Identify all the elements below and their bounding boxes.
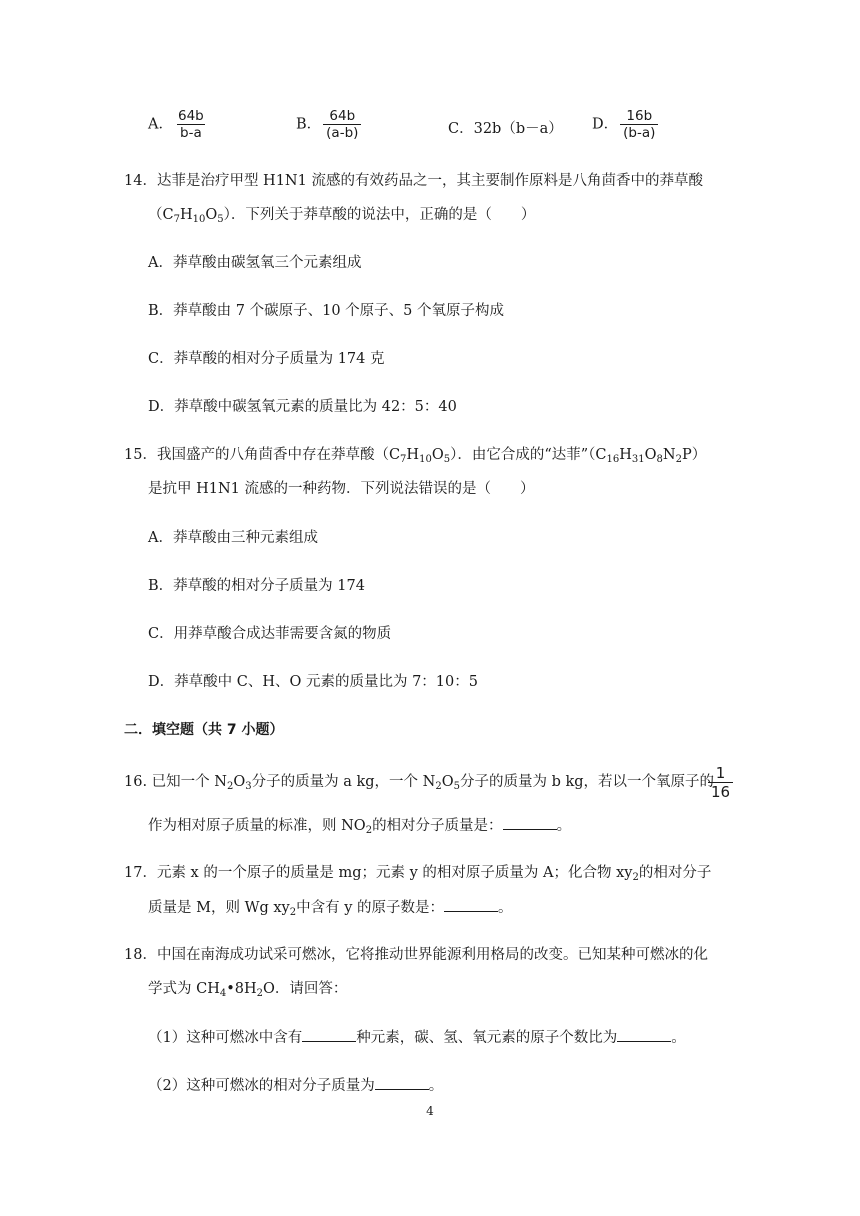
q13-option-d: D． $\frac{16b}{(b-a)}$	[592, 108, 658, 141]
q17-stem-line1: 17．元素 x 的一个原子的质量是 mg；元素 y 的相对原子质量为 A；化合物 $xy_2$的相对分子	[124, 865, 712, 883]
q13-option-c: C．32b（b－a）	[448, 121, 563, 137]
q14-option-c: C．莽草酸的相对分子质量为 174 克	[148, 351, 385, 367]
q15-stem-line1: 15．我国盛产的八角茴香中存在莽草酸$(C_7H_{10}O_5)$．由它合成的“达菲$”(C_{16}H_{31}O_8N_2P)$	[124, 447, 707, 465]
q13-option-a: A． $\frac{64b}{b-a}$	[148, 108, 207, 141]
answer-blank[interactable]	[444, 897, 498, 912]
q14-stem-line2: $(C_7H_{10}O_5)$．下列关于莽草酸的说法中，正确的是（ ）	[148, 207, 536, 225]
answer-blank[interactable]	[617, 1027, 671, 1042]
section-heading: 二．填空题（共 7 小题）	[124, 722, 284, 738]
q15-option-d: D．莽草酸中 C、H、O 元素的质量比为 7：10：5	[148, 674, 478, 690]
q14-stem-line1: 14．达菲是治疗甲型 H1N1 流感的有效药品之一，其主要制作原料是八角茴香中的莽草酸	[124, 173, 703, 189]
page-number: 4	[426, 1104, 434, 1118]
q18-stem-line2: 学式为 $CH_4•8H_2O$．请回答：	[148, 981, 348, 999]
fraction: $\frac{64b}{b-a}$	[177, 108, 204, 141]
q14-option-a: A．莽草酸由碳氢氧三个元素组成	[148, 255, 362, 271]
q15-option-a: A．莽草酸由三种元素组成	[148, 530, 318, 546]
fraction: $\frac{64b}{(a-b)}$	[323, 108, 361, 141]
q13-option-b: B． $\frac{64b}{(a-b)}$	[296, 108, 361, 141]
q16-stem-line2: 作为相对原子质量的标准，则 $NO_2$的相对分子质量是： 。	[148, 815, 571, 836]
q15-option-b: B．莽草酸的相对分子质量为 174	[148, 578, 365, 594]
answer-blank[interactable]	[302, 1027, 356, 1042]
q14-option-b: B．莽草酸由 7 个碳原子、10 个原子、5 个氧原子构成	[148, 303, 504, 319]
one-sixteenth-fraction: $\frac{1}{16}$	[706, 764, 733, 801]
q15-option-c: C．用莽草酸合成达菲需要含氮的物质	[148, 626, 392, 642]
answer-blank[interactable]	[375, 1075, 429, 1090]
q17-stem-line2: 质量是 M，则 Wg $xy_2$中含有 y 的原子数是： 。	[148, 897, 513, 918]
answer-blank[interactable]	[503, 815, 557, 830]
q16-stem-line1: 16. 已知一个 $N_2O_3$分子的质量为 a kg，一个 $N_2O_5$分子的质量为 b kg，若以一个氧原子的	[124, 774, 715, 792]
q18-part1: （1）这种可燃冰中含有 种元素，碳、氢、氧元素的原子个数比为 。	[148, 1027, 686, 1048]
q18-stem-line1: 18．中国在南海成功试采可燃冰，它将推动世界能源利用格局的改变。已知某种可燃冰的化	[124, 947, 708, 963]
q18-part2: （2）这种可燃冰的相对分子质量为 。	[148, 1075, 443, 1096]
q15-stem-line2: 是抗甲 H1N1 流感的一种药物．下列说法错误的是（ ）	[148, 481, 535, 497]
q14-option-d: D．莽草酸中碳氢氧元素的质量比为 42：5：40	[148, 399, 457, 415]
fraction: $\frac{16b}{(b-a)}$	[620, 108, 658, 141]
